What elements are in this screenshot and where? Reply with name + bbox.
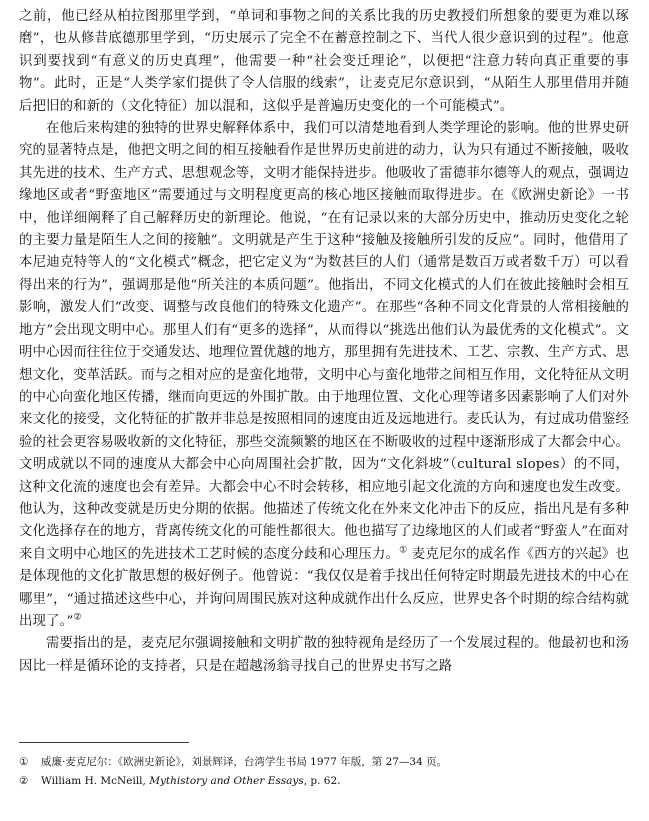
paragraph-2-text-cont: 麦克尼尔的成名作《西方的兴起》也是体现他的文化扩散思想的极好例子。他曾说：“我仅仅是着手找出任何特定时期最先进技术的中心在哪里”，“通过描述这些中心，并询问周围民族对这种成就作出什么反应，世界史各个时期的综合结构就出现了。” — [19, 546, 630, 629]
footnote-2-author: William H. McNeill, — [41, 775, 146, 787]
paragraph-1: 之前，他已经从柏拉图那里学到，“单词和事物之间的关系比我的历史教授们所想象的要更为难以琢磨”，也从修昔底德那里学到，“历史展示了完全不在蓄意控制之下、当代人很少意识到的过程”。他意识到要找到“有意义的历史真理”，他需要一种“社会变迁理论”，以便把“注意力转向真正重要的事物”。此时，正是“人类学家们提供了令人信服的线索”，让麦克尼尔意识到，“从陌生人那里借用并随后把旧的和新的（文化特征）加以混和，这似乎是普遍历史变化的一个可能模式”。 — [19, 9, 629, 114]
footnote-2-rest: , p. 62. — [303, 775, 341, 787]
footnote-1-marker: ① — [19, 756, 29, 768]
footnote-2 — [19, 772, 629, 791]
footnote-2-title: Mythistory and Other Essays — [149, 775, 304, 787]
footnote-ref-1[interactable]: ① — [399, 545, 408, 556]
paragraph-2-text: 在他后来构建的独特的世界史解释体系中，我们可以清楚地看到人类学理论的影响。他的世界史研究的显著特点是，他把文明之间的相互接触看作是世界历史前进的动力，认为只有通过不断接触，吸收其先进的技术、生产方式、思想观念等，文明才能保持进步。他吸收了雷德菲尔德等人的观点，强调边缘地区或者“野蛮地区”需要通过与文明程度更高的核心地区接触而取得进步。在《欧洲史新论》一书中，他详细阐释了自己解释历史的新理论。他说，“在有记录以来的大部分历史中，推动历史变化之轮的主要力量是陌生人之间的接触”。文明就是产生于这种“接触及接触所引发的反应”。同时，他借用了本尼迪克特等人的“文化模式”概念，把它定义为“为数甚巨的人们（通常是数百万或者数千万）可以看得出来的行为”，强调那是他“所关注的本质问题”。他指出，不同文化模式的人们在彼此接触时会相互影响，激发人们“改变、调整与改良他们的特殊文化遗产”。在那些“各种不同文化背景的人常相接触的地方”会出现文明中心。那里人们有“更多的选择”，从而得以“挑选出他们认为最优秀的文化模式”。文明中心因而往往位于交通发达、地理位置优越的地方，那里拥有先进技术、工艺、宗教、生产方式、思想文化，变革活跃。而与之相对应的是蛮化地带，文明中心与蛮化地带之间相互作用，文化特征从文明的中心向蛮化地区传播，继而向更远的外围扩散。由于地理位置、文化心理等诸多因素影响了人们对外来文化的接受，文化特征的扩散并非总是按照相同的速度由近及远地进行。麦氏认为，有过成功借鉴经验的社会更容易吸收新的文化特征，那些交流频繁的地区在不断吸收的过程中逐渐形成了大都会中心。文明成就以不同的速度从大都会中心向周围社会扩散，因为“文化斜坡”（cultural slopes）的不同，这种文化流的速度也会有差异。大都会中心不时会转移，相应地引起文化流的方向和速度也发生改变。他认为，这种改变就是历史分期的依据。他描述了传统文化在外来文化冲击下的反应，指出凡是有多种文化选择存在的地方，背离传统文化的可能性都很大。他也描写了边缘地区的人们或者“野蛮人”在面对来自文明中心地区的先进技术工艺时候的态度分歧和心理压力。 — [19, 121, 629, 562]
footnote-1-text: 威廉·麦克尼尔：《欧洲史新论》，刘景辉译，台湾学生书局 1977 年版，第 27—34 页。 — [41, 756, 448, 768]
footnote-divider — [19, 742, 189, 743]
footnote-ref-2[interactable]: ② — [73, 612, 82, 623]
footnotes — [19, 742, 629, 791]
footnote-1 — [19, 753, 629, 772]
paragraph-2 — [19, 118, 629, 633]
footnote-2-marker: ② — [19, 775, 29, 787]
paragraph-3: 需要指出的是，麦克尼尔强调接触和文明扩散的独特视角是经历了一个发展过程的。他最初也和汤因比一样是循环论的支持者，只是在超越汤翁寻找自己的世界史书写之路 — [19, 636, 629, 674]
